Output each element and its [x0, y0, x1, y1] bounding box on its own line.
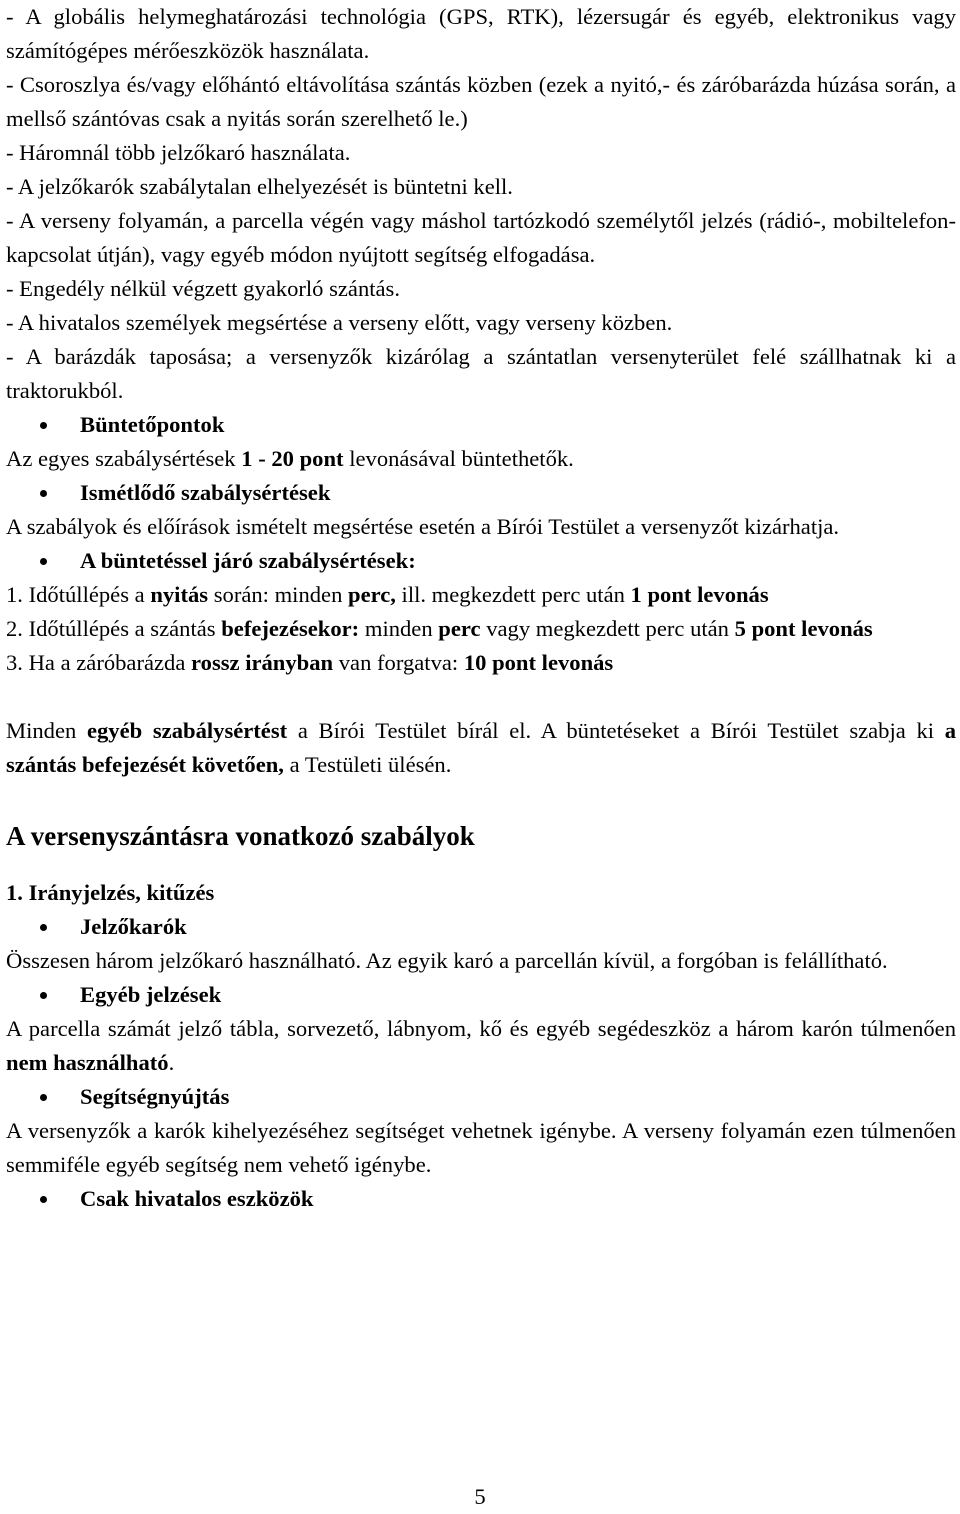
markers-text: Összesen három jelzőkaró használható. Az egyik karó a parcellán kívül, a forgóban is felállítható. [6, 948, 888, 973]
rule-outside-help: - A verseny folyamán, a parcella végén vagy máshol tartózkodó személytől jelzés (rádió-, mobiltelefon-kapcsolat útján), vagy egyéb módon nyújtott segítség elfogadása. [6, 208, 956, 267]
page-number: 5 [474, 1484, 486, 1509]
penalized-item-1: 1. Időtúllépés a nyitás során: minden perc, ill. megkezdett perc után 1 pont levonás [6, 582, 769, 607]
document-page [6, 0, 956, 1216]
assistance-heading-row [6, 1080, 956, 1114]
subsection-title: 1. Irányjelzés, kitűzés [6, 880, 215, 905]
repeated-heading-row [6, 476, 956, 510]
rule-gps: - A globális helymeghatározási technológia (GPS, RTK), lézersugár és egyéb, elektronikus vagy számítógépes mérőeszközök használata. [6, 4, 956, 63]
bullet-icon [40, 1196, 47, 1203]
penalized-heading: A büntetéssel járó szabálysértések: [80, 548, 416, 573]
penalty-points-heading: Büntetőpontok [80, 412, 225, 437]
rule-officials: - A hivatalos személyek megsértése a verseny előtt, vagy verseny közben. [6, 310, 673, 335]
other-violations-text: Minden egyéb szabálysértést a Bírói Testület bírál el. A büntetéseket a Bírói Testület szabja ki a szántás befejezését követően, a Testületi ülésén. [6, 718, 957, 777]
markers-heading: Jelzőkarók [80, 914, 187, 939]
other-signals-heading-row [6, 978, 956, 1012]
official-tools-heading-row [6, 1182, 956, 1216]
bullet-icon [40, 1094, 47, 1101]
rule-markers-count: - Háromnál több jelzőkaró használata. [6, 140, 351, 165]
rule-coulter: - Csoroszlya és/vagy előhántó eltávolítása szántás közben (ezek a nyitó,- és záróbarázda húzása során, a mellső szántóvas csak a nyitás során szerelhető le.) [6, 72, 956, 131]
penalized-item-2: 2. Időtúllépés a szántás befejezésekor: minden perc vagy megkezdett perc után 5 pont levonás [6, 616, 873, 641]
repeated-heading: Ismétlődő szabálysértések [80, 480, 331, 505]
penalty-points-text: Az egyes szabálysértések 1 - 20 pont levonásával büntethetők. [6, 446, 574, 471]
bullet-icon [40, 490, 47, 497]
other-signals-heading: Egyéb jelzések [80, 982, 222, 1007]
penalized-heading-row [6, 544, 956, 578]
bullet-icon [40, 924, 47, 931]
section-title: A versenyszántásra vonatkozó szabályok [6, 821, 475, 851]
other-signals-text: A parcella számát jelző tábla, sorvezető, lábnyom, kő és egyéb segédeszköz a három karón túlmenően nem használható. [6, 1016, 956, 1075]
bullet-icon [40, 558, 47, 565]
official-tools-heading: Csak hivatalos eszközök [80, 1186, 314, 1211]
repeated-text: A szabályok és előírások ismételt megsértése esetén a Bírói Testület a versenyzőt kizárhatja. [6, 514, 840, 539]
markers-heading-row [6, 910, 956, 944]
bullet-icon [40, 422, 47, 429]
assistance-text: A versenyzők a karók kihelyezéséhez segítséget vehetnek igénybe. A verseny folyamán ezen túlmenően semmiféle egyéb segítség nem vehető igénybe. [6, 1118, 956, 1177]
rule-markers-placement: - A jelzőkarók szabálytalan elhelyezését is büntetni kell. [6, 174, 513, 199]
bullet-icon [40, 992, 47, 999]
rule-furrows: - A barázdák taposása; a versenyzők kizárólag a szántatlan versenyterület felé szállhatnak ki a traktorukból. [6, 344, 956, 403]
penalized-item-3: 3. Ha a záróbarázda rossz irányban van forgatva: 10 pont levonás [6, 650, 614, 675]
penalty-points-heading-row [6, 408, 956, 442]
assistance-heading: Segítségnyújtás [80, 1084, 230, 1109]
rule-practice: - Engedély nélkül végzett gyakorló szántás. [6, 276, 401, 301]
